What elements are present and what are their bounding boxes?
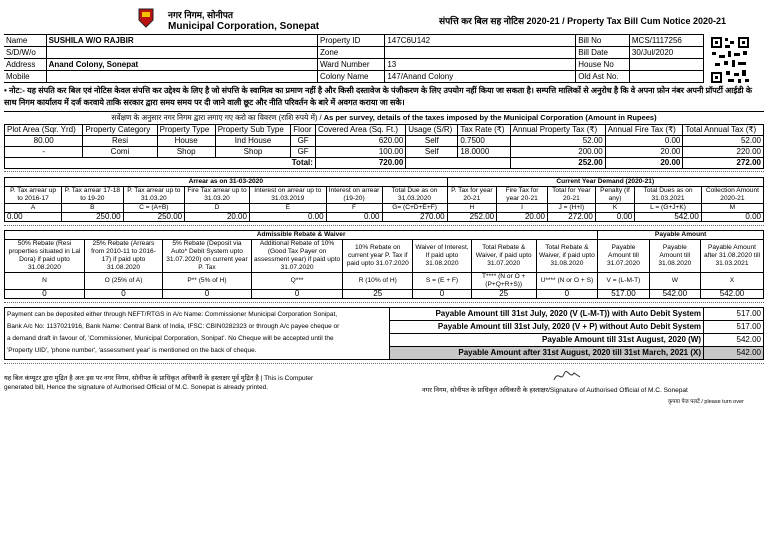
rebate-header: Additional Rebate of 10% (Good Tax Payer on assessment year) if paid upto 31.07.2020 (251, 240, 343, 273)
arrear-code: A (5, 204, 62, 213)
plot-cell: Shop (157, 147, 215, 158)
rebate-code: P** (5% of H) (163, 273, 252, 290)
arrear-value: 0.00 (326, 213, 382, 222)
arrear-value: 272.00 (547, 213, 595, 222)
survey-note-hindi: सर्वेक्षण के अनुसार नगर निगम द्वारा लगाए गए करो का विवरण (राशि रुपये में) / (111, 113, 322, 122)
plot-cell: House (157, 136, 215, 147)
disclaimer-notice: • नोट:- यह संपति कर बिल एवं नोटिस केवल संपत्ति कर उद्देश्य के लिए है जो संपत्ति के स्वामित्व का प्रमाण नहीं है और किसी दस्तावेज के पंजीकरण के लिए उपयोग नहीं किया जा सकता है। सम्पत्ति मालिकों से अनुरोध है कि वे अपना फ़ोन नंबर अपनी प्रॉपर्टी आईडी के साथ निगम कार्यालय में दर्ज करवाये ताकि सरकार द्वारा समय समय पर दी जाने वाली छूट और नीति परिवर्तन के बारे में अवगत कराया जा सके। (4, 83, 764, 112)
plot-cell: Comi (83, 147, 157, 158)
arrear-code: G= (C+D+E+F) (382, 204, 447, 213)
rebate-code: Q*** (251, 273, 343, 290)
colony-label: Colony Name (317, 71, 384, 83)
arrear-header: Interest on arrear up to 31.03.2019 (249, 187, 326, 204)
rebate-code: R (10% of H) (343, 273, 413, 290)
signature-mark-icon (552, 368, 582, 384)
arrear-header: P. Tax for year 20-21 (447, 187, 497, 204)
payable-value: 542.00 (704, 334, 764, 347)
rebate-header: Payable Amount till 31.07.2020 (598, 240, 649, 273)
arrear-header: Total Dues as on 31.03.2021 (635, 187, 702, 204)
total-annual-tax: 272.00 (683, 158, 764, 169)
computer-generated-note: यह बिल कंप्यूटर द्वारा मुद्रित है अतः इस पर नगर निगम, सोनीपत के प्राधिकृत अधिकारी के हस्ताक्षर पूर्व मुद्रित है | This is Computer generated bill, Hence the signature of Authorised Official of M.C. Sonepat is already printed. (4, 375, 314, 391)
plot-header: Annual Property Tax (₹) (510, 125, 605, 136)
owner-info-table (4, 34, 704, 83)
rebate-header: Payable Amount after 31.08.2020 till 31.03.2021 (701, 240, 764, 273)
plot-header: Usage (S/R) (406, 125, 458, 136)
rebate-code: T**** (N or O + (P+Q+R+S)) (471, 273, 536, 290)
rebate-code: O (25% of A) (84, 273, 162, 290)
arrear-header: Fire Tax arrear up to 31.03.20 (185, 187, 250, 204)
arrear-header: P. Tax arrear up to 31.03.20 (123, 187, 185, 204)
payable-title: Payable Amount (598, 231, 764, 240)
property-id-label: Property ID (317, 35, 384, 47)
total-label: Total: (5, 158, 316, 169)
plot-header: Property Sub Type (215, 125, 291, 136)
payment-line: Payment can be deposited either through NEFT/RTGS in A/c Name: Commissioner Municipal Corporation Sonipat, (7, 311, 338, 318)
plot-cell: 100.00 (315, 147, 405, 158)
arrear-header: Total for Year 20-21 (547, 187, 595, 204)
house-no-label: House No (576, 59, 630, 71)
rebate-value: 0 (413, 290, 472, 299)
arrear-value: 20.00 (497, 213, 548, 222)
plot-cell: 18.0000 (458, 147, 510, 158)
rebate-header: Waiver of Interest, If paid upto 31.08.2020 (413, 240, 472, 273)
arrear-code: K (595, 204, 635, 213)
arrear-value-row (5, 213, 764, 222)
rebate-value: 542.00 (701, 290, 764, 299)
current-demand-title: Current Year Demand (2020-21) (447, 178, 763, 187)
ward-value: 13 (385, 59, 576, 71)
payable-label: Payable Amount after 31st August, 2020 till 31st March, 2021 (X) (390, 347, 704, 360)
arrear-table (4, 177, 764, 222)
plot-cell: - (5, 147, 83, 158)
sdw-label: S/D/W/o (4, 47, 46, 59)
plot-row (5, 136, 764, 147)
old-ast-label: Old Ast No. (576, 71, 630, 83)
plot-cell: 20.00 (605, 147, 683, 158)
payable-value: 517.00 (704, 321, 764, 334)
plot-details-table (4, 124, 764, 169)
bill-title (439, 14, 726, 27)
signature-caption: नगर निगम, सोनीपत के प्राधिकृत अधिकारी के हस्ताक्षर/Signature of Authorised Official of M.C. Sonepat (422, 387, 688, 394)
bill-title-english: Property Tax Bill Cum Notice 2020-21 (567, 16, 727, 26)
arrear-header: Total Due as on 31.03.2020 (382, 187, 447, 204)
rebate-header: 50% Rebate (Resi properties situated in Lal Dora) if paid upto 31.08.2020 (5, 240, 85, 273)
arrear-value: 0.00 (249, 213, 326, 222)
address-label: Address (4, 59, 46, 71)
payable-label: Payable Amount till 31st August, 2020 (W) (390, 334, 704, 347)
arrear-header: Fire Tax for year 20-21 (497, 187, 548, 204)
property-tax-bill (4, 2, 764, 542)
plot-header: Property Type (157, 125, 215, 136)
arrear-code: H (447, 204, 497, 213)
arrear-header: Interest on arrear (19-20) (326, 187, 382, 204)
arrear-header: P. Tax arrear up to 2016-17 (5, 187, 62, 204)
payable-label: Payable Amount till 31st July, 2020 (V (L-M-T)) with Auto Debit System (390, 308, 704, 321)
qr-code-icon (710, 35, 750, 85)
survey-note-unit: (Amount in Rupees) (585, 113, 657, 122)
plot-header: Tax Rate (₹) (458, 125, 510, 136)
arrear-code: E (249, 204, 326, 213)
plot-cell: 52.00 (683, 136, 764, 147)
rebate-code: N (5, 273, 85, 290)
arrear-value: 270.00 (382, 213, 447, 222)
org-name-english: Municipal Corporation, Sonepat (168, 21, 320, 32)
rebate-value: 0 (5, 290, 85, 299)
plot-cell: Self (406, 147, 458, 158)
plot-cell: 0.7500 (458, 136, 510, 147)
owner-name: SUSHILA W/O RAJBIR (46, 35, 317, 47)
old-ast-no (629, 71, 703, 83)
rebate-code: U**** (N or O + S) (536, 273, 598, 290)
payable-value: 542.00 (704, 347, 764, 360)
plot-header: Annual Fire Tax (₹) (605, 125, 683, 136)
rebate-value-row (5, 290, 764, 299)
rebate-header: Total Rebate & Waiver, if paid upto 31.08.2020 (536, 240, 598, 273)
bill-no-label: Bill No (576, 35, 630, 47)
arrear-value: 20.00 (185, 213, 250, 222)
arrear-code: F (326, 204, 382, 213)
sdw-value (46, 47, 317, 59)
arrear-code: D (185, 204, 250, 213)
arrear-code: I (497, 204, 548, 213)
plot-header-row (5, 125, 764, 136)
rebate-title: Admissible Rebate & Waiver (5, 231, 598, 240)
arrear-header: P. Tax arrear 17-18 to 19-20 (62, 187, 123, 204)
mobile-label: Mobile (4, 71, 46, 83)
total-area: 720.00 (315, 158, 405, 169)
rebate-table (4, 230, 764, 299)
plot-cell: Resi (83, 136, 157, 147)
rebate-value: 0 (536, 290, 598, 299)
total-property-tax: 252.00 (510, 158, 605, 169)
plot-cell: 52.00 (510, 136, 605, 147)
plot-header: Property Category (83, 125, 157, 136)
arrear-value: 250.00 (62, 213, 123, 222)
arrear-code: B (62, 204, 123, 213)
municipal-emblem-icon (138, 8, 154, 28)
bill-date: 30/Jul/2020 (629, 47, 703, 59)
arrear-code: J = (H+I) (547, 204, 595, 213)
title-separator: / (562, 16, 565, 26)
payable-value: 517.00 (704, 308, 764, 321)
payment-instructions (5, 308, 390, 360)
bill-date-label: Bill Date (576, 47, 630, 59)
arrear-code: L = (G+J+K) (635, 204, 702, 213)
rebate-value: 542.00 (649, 290, 700, 299)
bill-footer (4, 368, 764, 404)
rebate-header: Total Rebate & Waiver, if paid upto 31.07.2020 (471, 240, 536, 273)
plot-header: Plot Area (Sqr. Yrd) (5, 125, 83, 136)
name-label: Name (4, 35, 46, 47)
turn-over-note: कृपया पेज पलटें / please turn over (668, 399, 744, 405)
total-fire-tax: 20.00 (605, 158, 683, 169)
plot-cell: 200.00 (510, 147, 605, 158)
arrear-header-row (5, 187, 764, 204)
rebate-value: 517.00 (598, 290, 649, 299)
plot-cell: 620.00 (315, 136, 405, 147)
rebate-code: W (649, 273, 700, 290)
rebate-value: 0 (251, 290, 343, 299)
plot-cell: Shop (215, 147, 291, 158)
rebate-value: 0 (84, 290, 162, 299)
rebate-code: S = (E + F) (413, 273, 472, 290)
rebate-header: 10% Rebate on current year P. Tax if paid upto 31.07.2020 (343, 240, 413, 273)
arrear-code: M (701, 204, 763, 213)
rebate-value: 25 (343, 290, 413, 299)
plot-cell: GF (291, 136, 316, 147)
plot-total-row (5, 158, 764, 169)
property-id: 147C6U142 (385, 35, 576, 47)
payable-label: Payable Amount till 31st July, 2020 (V + P) without Auto Debit System (390, 321, 704, 334)
rebate-value: 25 (471, 290, 536, 299)
ward-label: Ward Number (317, 59, 384, 71)
zone-value (385, 47, 576, 59)
rebate-code: V = (L-M-T) (598, 273, 649, 290)
arrear-code: C = (A+B) (123, 204, 185, 213)
arrear-value: 0.00 (595, 213, 635, 222)
survey-note (4, 112, 764, 124)
bill-title-hindi: संपत्ति कर बिल सह नोटिस 2020-21 (439, 16, 560, 26)
bill-no: MCS/1117256 (629, 35, 703, 47)
plot-cell: 80.00 (5, 136, 83, 147)
arrear-value: 542.00 (635, 213, 702, 222)
plot-cell: 0.00 (605, 136, 683, 147)
plot-cell: Self (406, 136, 458, 147)
rebate-value: 0 (163, 290, 252, 299)
payment-line: a demand draft in favour of, 'Commissioner, Municipal Corporation, Sonipat'. No Cheque will be accepted until the (7, 335, 334, 342)
plot-header: Floor (291, 125, 316, 136)
zone-label: Zone (317, 47, 384, 59)
rebate-header-row (5, 240, 764, 273)
rebate-header: 5% Rebate (Deposit via Auto* Debit System upto 31.07.2020) on current year P. Tax (163, 240, 252, 273)
arrear-value: 0.00 (5, 213, 62, 222)
plot-row (5, 147, 764, 158)
payment-table (4, 307, 764, 360)
arrear-value: 250.00 (123, 213, 185, 222)
plot-cell: Ind House (215, 136, 291, 147)
org-name-hindi: नगर निगम, सोनीपत (168, 10, 234, 20)
rebate-code: X (701, 273, 764, 290)
payment-line: 'Property UID', 'phone number', 'assessment year' is mentioned on the back of cheque. (7, 347, 257, 354)
bill-header (4, 2, 764, 34)
arrear-value: 0.00 (701, 213, 763, 222)
plot-cell: 220.00 (683, 147, 764, 158)
rebate-header: Payable Amount till 31.08.2020 (649, 240, 700, 273)
arrear-header: Collection Amount 2020-21 (701, 187, 763, 204)
arrear-value: 252.00 (447, 213, 497, 222)
plot-cell: GF (291, 147, 316, 158)
arrear-title: Arrear as on 31-03-2020 (5, 178, 448, 187)
rebate-code-row (5, 273, 764, 290)
mobile-value (46, 71, 317, 83)
payment-line: Bank A/c No: 1137021916, Bank Name: Central Bank of India, IFSC: CBIN0282323 or through A/c payee cheque or (7, 323, 340, 330)
plot-header: Total Annual Tax (₹) (683, 125, 764, 136)
house-no (629, 59, 703, 71)
arrear-header: Penalty (If any) (595, 187, 635, 204)
plot-header: Covered Area (Sq. Ft.) (315, 125, 405, 136)
colony-value: 147/Anand Colony (385, 71, 576, 83)
rebate-header: 25% Rebate (Arrears from 2010-11 to 2016-17) if paid upto 31.08.2020 (84, 240, 162, 273)
address-value: Anand Colony, Sonepat (46, 59, 317, 71)
survey-note-english: As per survey, details of the taxes imposed by the Municipal Corporation (323, 113, 584, 122)
